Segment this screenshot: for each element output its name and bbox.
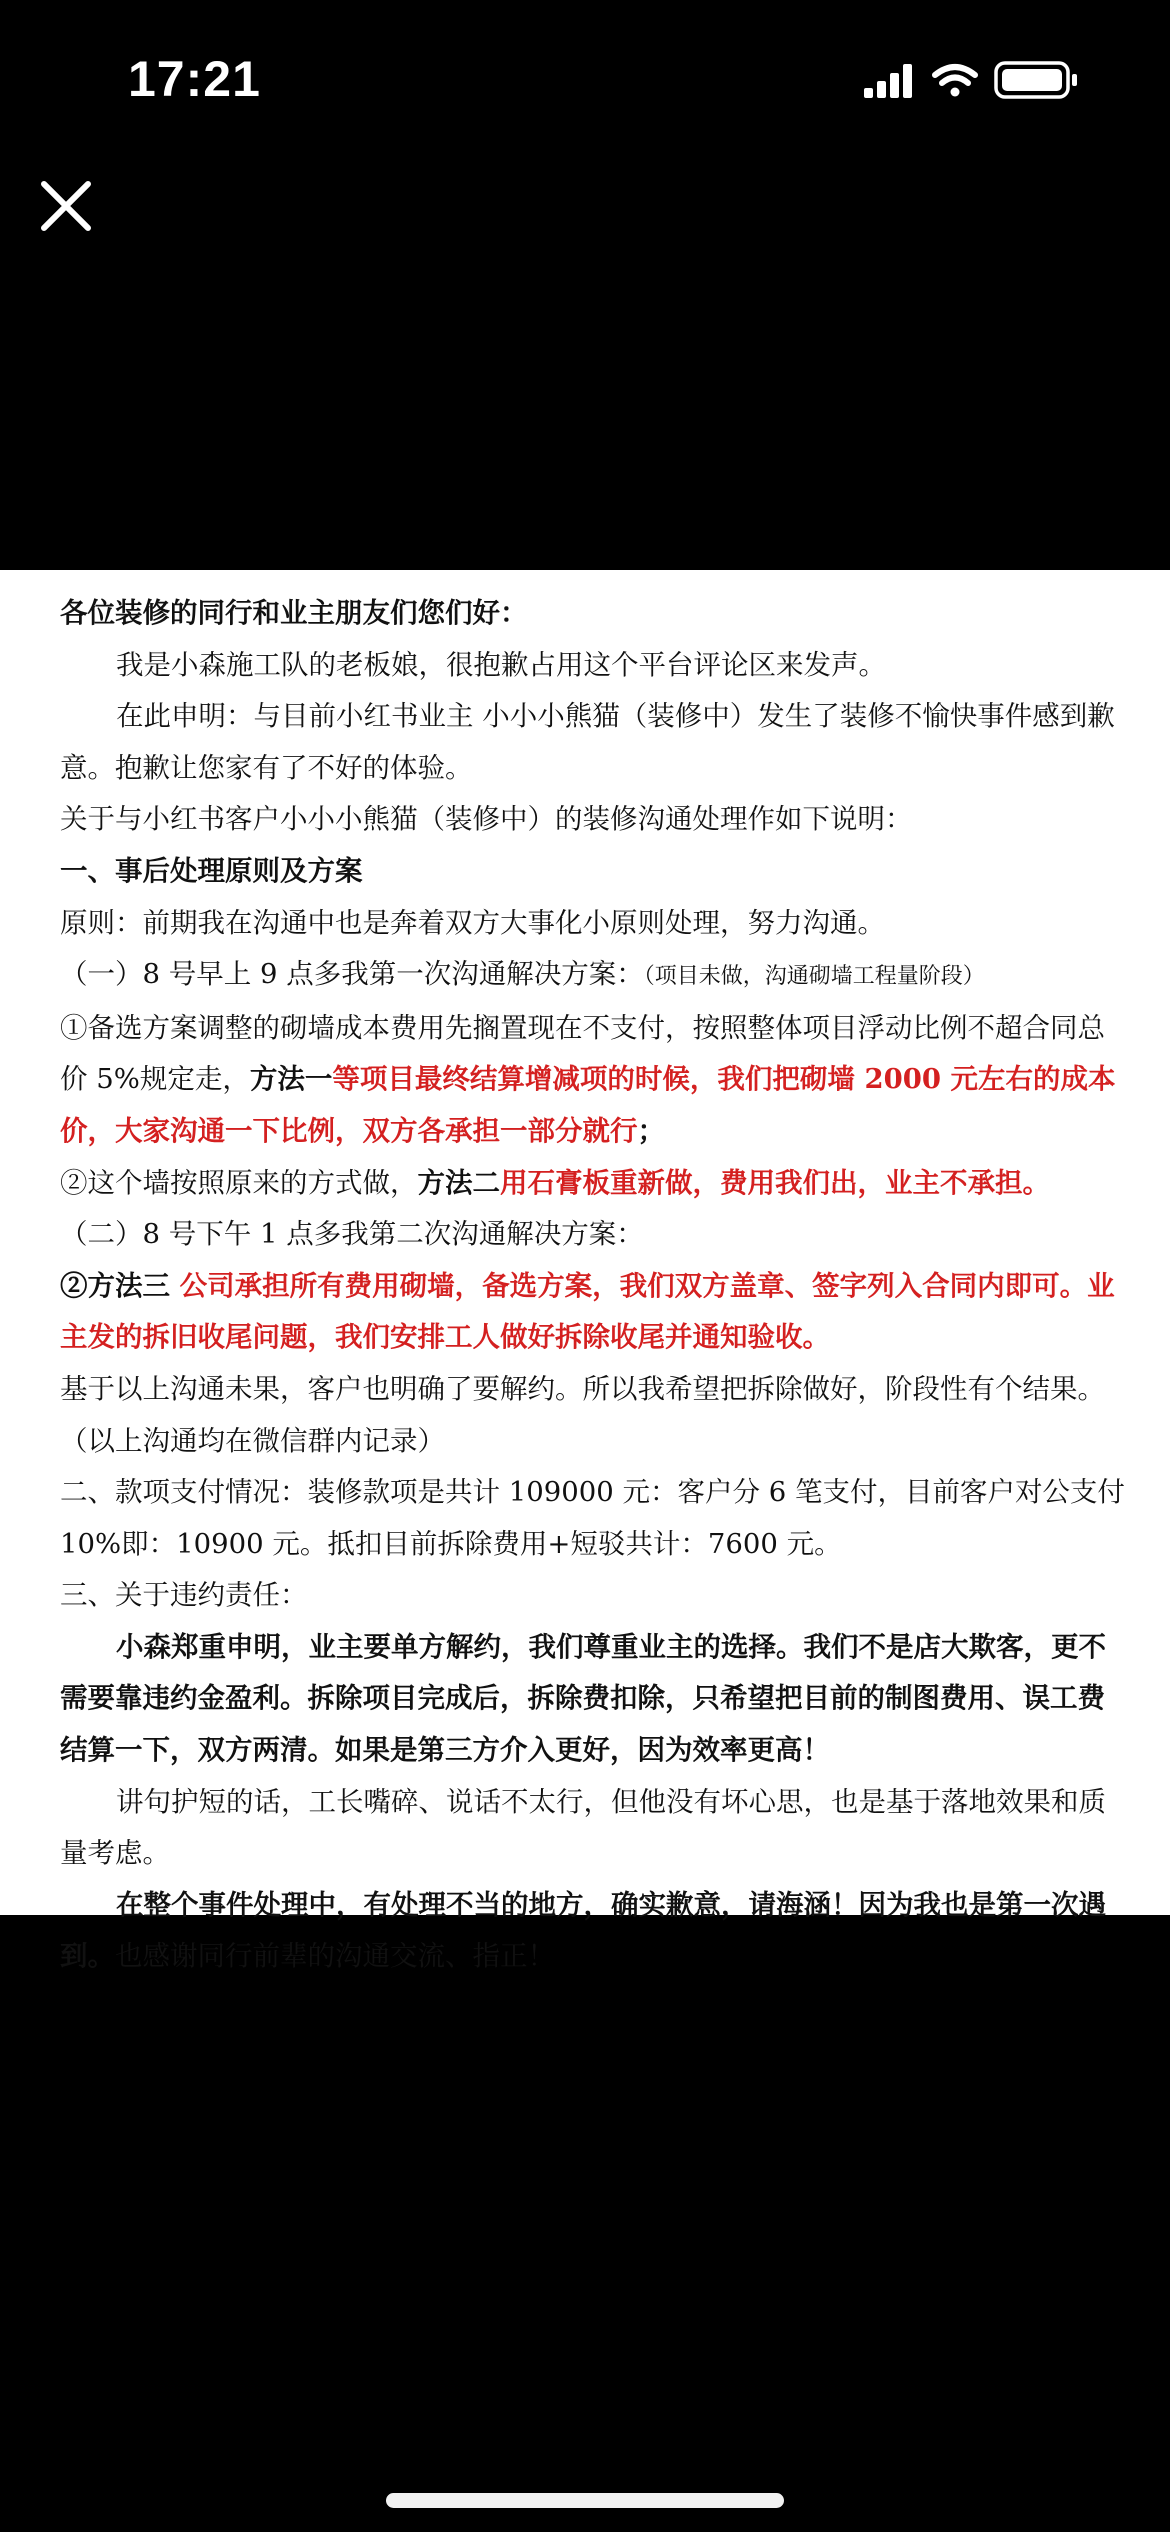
option-1-highlight: 等项目最终结算增减项的时候，我们把砌墙 2000 元左右的成本价，大家沟通一下比例，双方各承担一部分就行 [60,1063,1116,1147]
option-1-label: 方法一 [249,1063,333,1096]
status-time: 17:21 [128,51,261,107]
doc-heading: 三、关于违约责任： [60,1579,308,1612]
doc-paragraph: 基于以上沟通未果，客户也明确了要解约。所以我希望把拆除做好，阶段性有个结果。 （以上沟通均在微信群内记录） [60,1372,1105,1457]
cellular-signal-icon [864,64,912,98]
doc-paragraph: 原则：前期我在沟通中也是奔着双方大事化小原则处理，努力沟通。 [60,906,885,939]
doc-heading: 一、事后处理原则及方案 [60,854,363,887]
option-2-highlight: 用石膏板重新做，费用我们出，业主不承担。 [500,1166,1050,1199]
status-icons [832,60,1092,100]
home-indicator[interactable] [386,2493,784,2508]
wifi-icon [935,67,975,97]
closing-rest: 也感谢同行前辈的沟通交流、指正！ [115,1940,555,1973]
doc-section-title [60,949,1130,1003]
status-bar [0,0,1170,150]
option-2-label: 方法二 [417,1166,500,1199]
doc-greeting: 各位装修的同行和业主朋友们您们好： [60,597,528,629]
doc-paragraph: 在此申明：与目前小红书业主 小小小熊猫（装修中）发生了装修不愉快事件感到歉意。抱歉让您家有了不好的体验。 [60,700,1115,784]
option-1-end: ； [637,1114,665,1147]
option-3-highlight: 公司承担所有费用砌墙，备选方案，我们双方盖章、签字列入合同内即可。业主发的拆旧收尾问题，我们安排工人做好拆除收尾并通知验收。 [60,1269,1115,1354]
option-1-text: ①备选方案调整的砌墙成本费用先搁置现在不支付，按照整体项目浮动比例不超合同总价 5%规定走， [60,1011,1105,1096]
doc-section-title: （二）8 号下午 1 点多我第二次沟通解决方案： [60,1218,644,1251]
close-icon[interactable] [36,176,96,236]
doc-option-2 [60,1158,1130,1210]
battery-icon [996,63,1077,97]
doc-closing [60,1880,1130,1983]
doc-option-1 [60,1003,1130,1158]
doc-option-3 [60,1261,1130,1364]
section-1-note: （项目未做，沟通砌墙工程量阶段） [643,964,985,990]
doc-paragraph: 小森郑重申明，业主要单方解约，我们尊重业主的选择。我们不是店大欺客，更不需要靠违约金盈利。拆除项目完成后，拆除费扣除，只希望把目前的制图费用、误工费结算一下，双方两清。如果是第三方介入更好，因为效率更高！ [60,1630,1106,1767]
option-2-text: ②这个墙按照原来的方式做， [60,1166,418,1199]
section-1-title: （一）8 号早上 9 点多我第一次沟通解决方案： [60,958,644,991]
doc-paragraph: 我是小森施工队的老板娘，很抱歉占用这个平台评论区来发声。 [116,648,886,681]
doc-paragraph: 讲句护短的话，工长嘴碎、说话不太行，但他没有坏心思，也是基于落地效果和质量考虑。 [60,1785,1106,1870]
closing-bold: 在整个事件处理中，有处理不当的地方，确实歉意，请海涵！因为我也是第一次遇到。 [60,1888,1106,1973]
announcement-document [0,570,1170,1973]
doc-paragraph: 关于与小红书客户小小小熊猫（装修中）的装修沟通处理作如下说明： [60,803,913,836]
doc-paragraph: 二、款项支付情况：装修款项是共计 109000 元：客户分 6 笔支付，目前客户对公支付 10%即：10900 元。抵扣目前拆除费用+短驳共计：7600 元。 [60,1476,1125,1560]
option-3-label: ②方法三 [60,1269,170,1302]
